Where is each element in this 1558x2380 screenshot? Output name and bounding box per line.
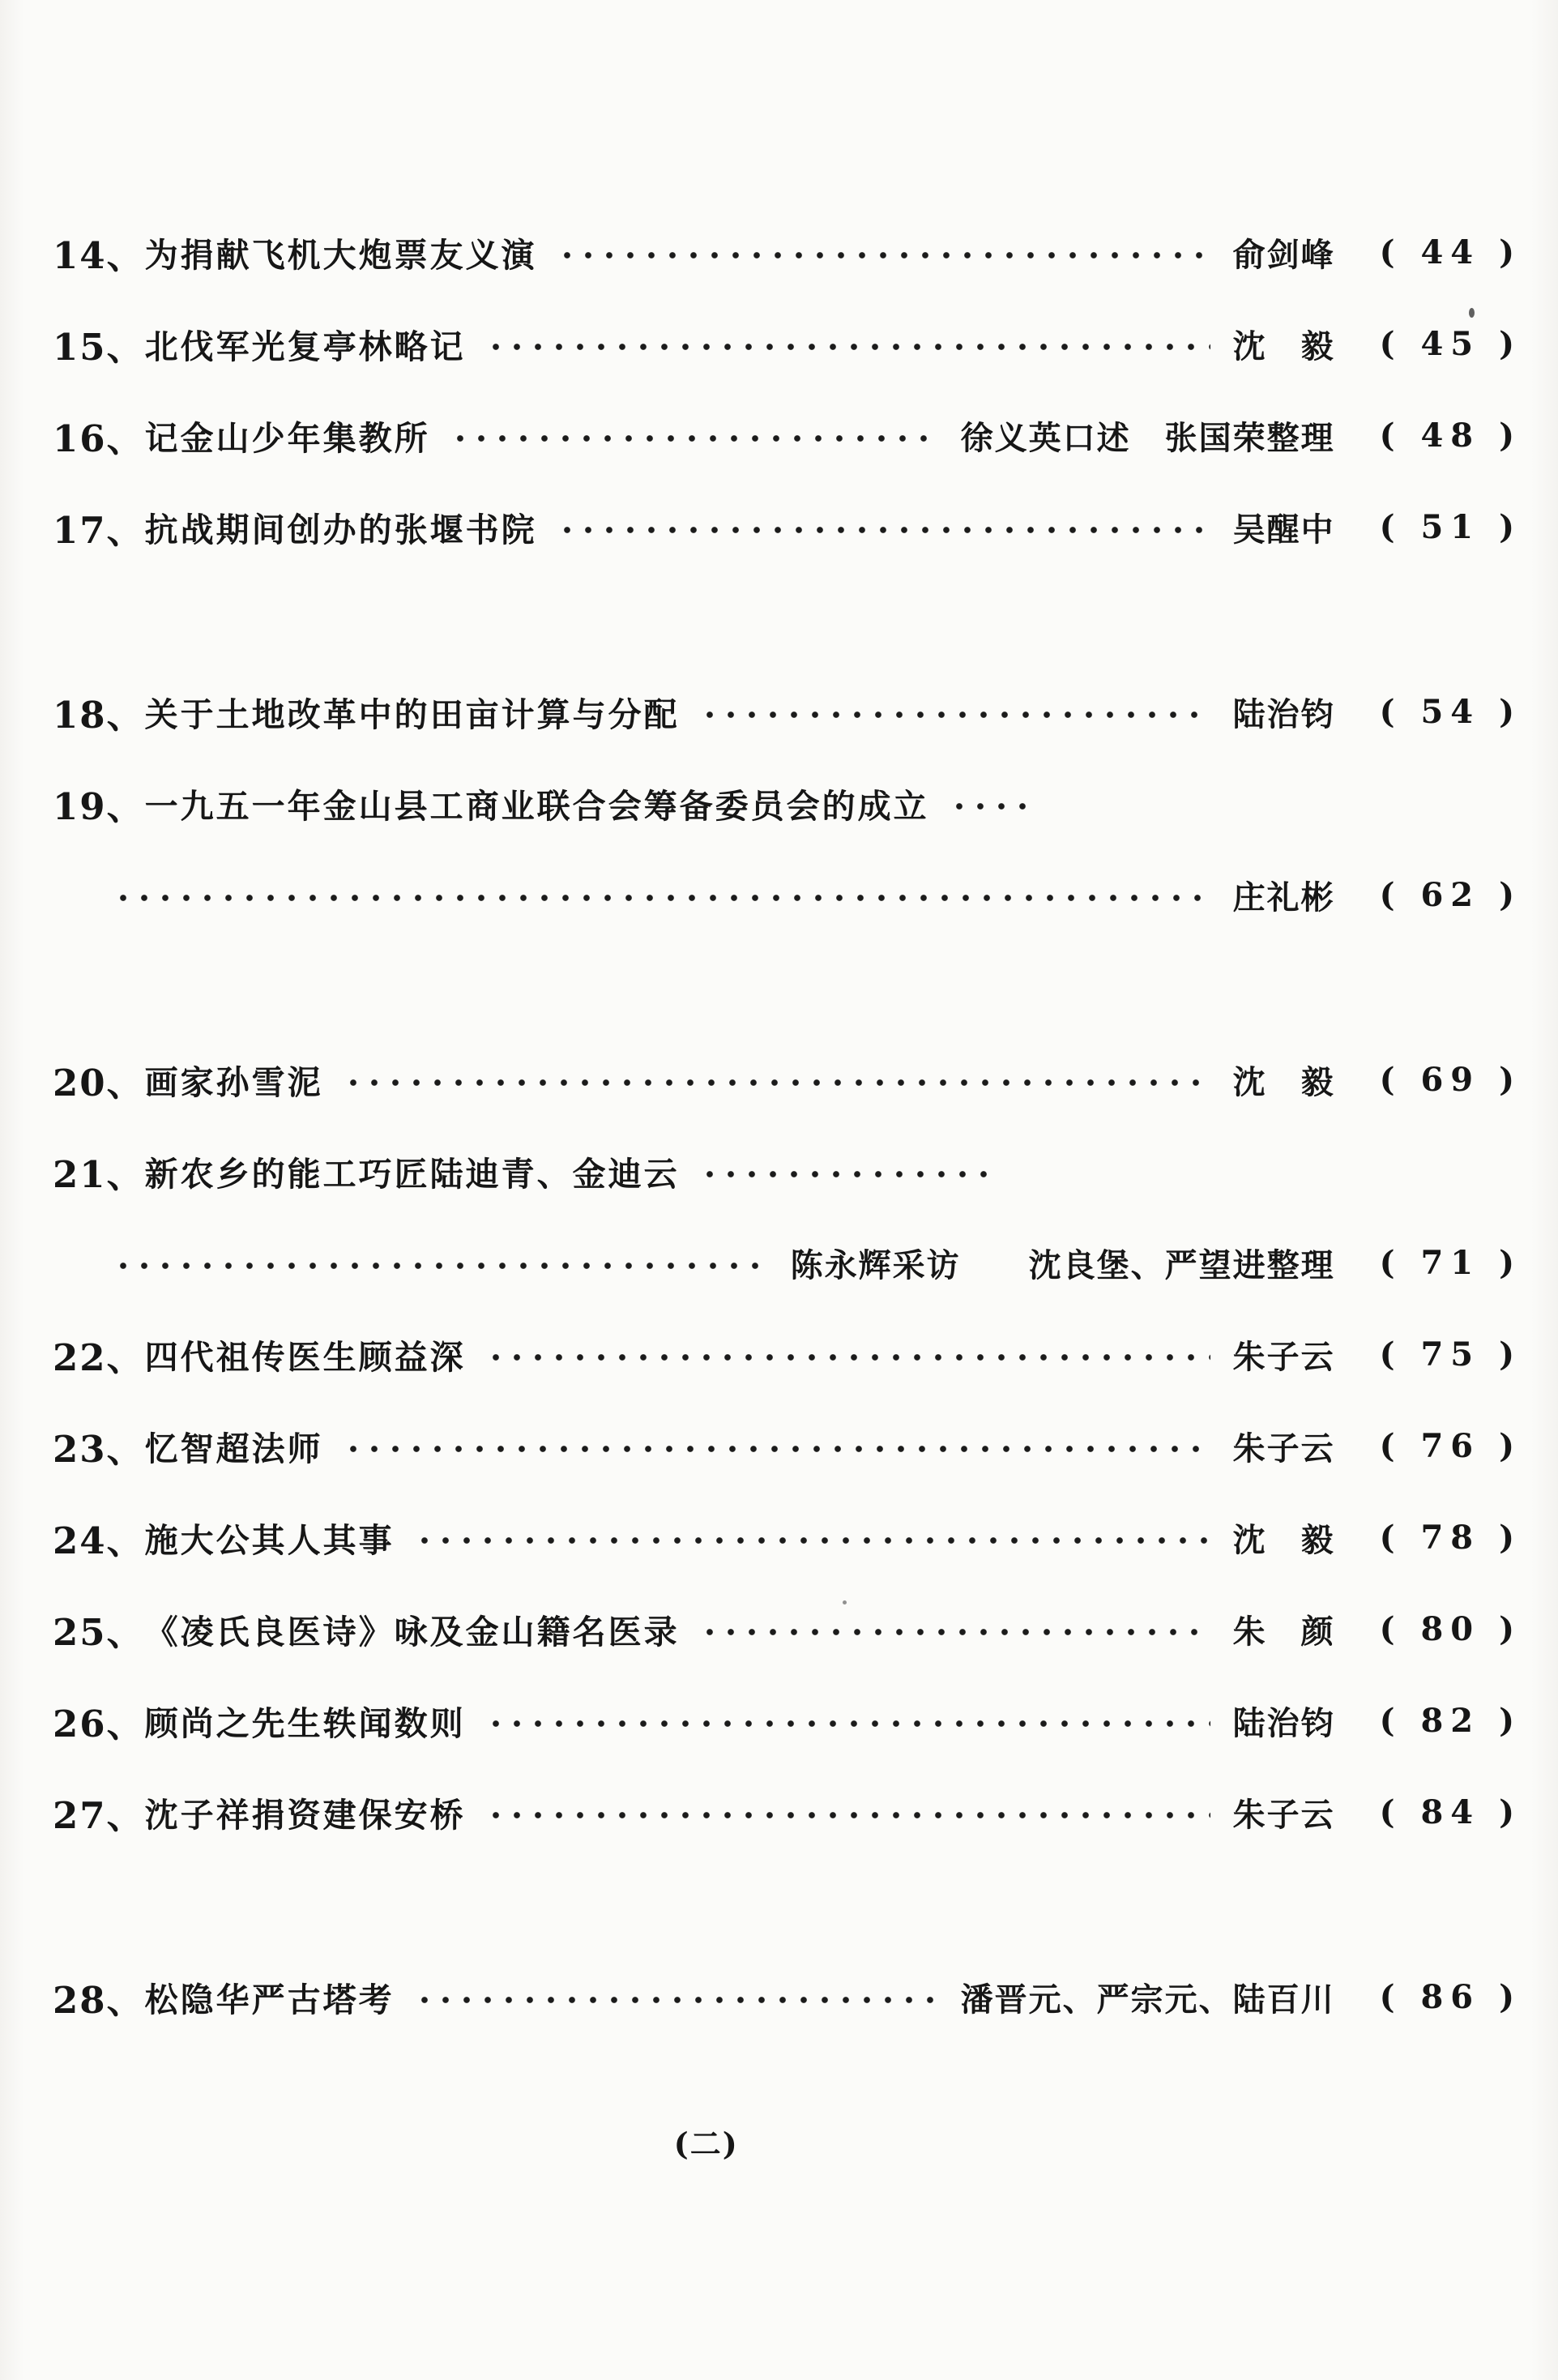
entry-author: 陆治钧	[1232, 1704, 1335, 1742]
dot-leader	[343, 1076, 1210, 1089]
scan-speck	[843, 1600, 847, 1604]
entry-number: 17、	[53, 509, 145, 552]
dot-leader	[699, 1168, 999, 1181]
entry-number: 18、	[53, 694, 145, 737]
entry-number: 23、	[53, 1428, 145, 1471]
toc-entry	[53, 1217, 1522, 1309]
scan-speck	[1469, 308, 1475, 318]
dot-leader	[557, 523, 1210, 536]
entry-page: ( 75 )	[1379, 1335, 1522, 1374]
entry-page: ( 51 )	[1379, 508, 1522, 546]
dot-leader	[450, 432, 938, 445]
toc-entry	[53, 207, 1522, 298]
entry-title: 为捐献飞机大炮票友义演	[144, 236, 537, 275]
toc-entry	[53, 758, 1522, 849]
toc-entry	[53, 666, 1522, 758]
entry-number: 25、	[53, 1611, 145, 1654]
entry-page: ( 45 )	[1379, 325, 1522, 363]
entry-page: ( 86 )	[1379, 1978, 1522, 2016]
entry-number: 27、	[53, 1794, 145, 1837]
entry-author: 俞剑峰	[1232, 236, 1335, 274]
toc-entry	[53, 1951, 1522, 2043]
entry-title: 忆智超法师	[144, 1429, 323, 1468]
toc-entry	[53, 1126, 1522, 1217]
entry-page: ( 44 )	[1379, 233, 1522, 271]
entry-page: ( 84 )	[1379, 1793, 1522, 1831]
entry-number: 16、	[53, 417, 145, 460]
toc-entry	[53, 481, 1522, 573]
toc-entry	[53, 1767, 1522, 1858]
entry-author: 潘晋元、严宗元、陆百川	[960, 1980, 1335, 2019]
entry-number: 19、	[53, 785, 145, 828]
entry-title: 一九五一年金山县工商业联合会筹备委员会的成立	[144, 787, 929, 826]
entry-number: 24、	[53, 1519, 145, 1562]
dot-leader	[414, 1534, 1210, 1547]
entry-author: 朱子云	[1232, 1796, 1335, 1834]
entry-author: 朱子云	[1232, 1338, 1335, 1376]
entry-page: ( 54 )	[1379, 693, 1522, 731]
entry-author: 沈 毅	[1232, 1063, 1335, 1101]
entry-title: 抗战期间创办的张堰书院	[144, 511, 537, 549]
entry-page: ( 62 )	[1379, 876, 1522, 914]
dot-leader	[949, 800, 1030, 813]
entry-author: 朱 颜	[1232, 1613, 1335, 1651]
toc-entry	[53, 1309, 1522, 1400]
entry-title: 关于土地改革中的田亩计算与分配	[144, 695, 680, 734]
entry-page: ( 78 )	[1379, 1519, 1522, 1557]
entry-author: 陈永辉采访 沈良堡、严望进整理	[790, 1246, 1335, 1284]
toc-entry	[53, 849, 1522, 941]
dot-leader	[485, 1809, 1210, 1822]
toc-entry	[53, 298, 1522, 390]
toc-list	[53, 207, 1522, 2043]
entry-title: 施大公其人其事	[144, 1521, 395, 1560]
entry-page: ( 69 )	[1379, 1061, 1522, 1099]
dot-leader	[699, 1626, 1210, 1639]
toc-entry	[53, 390, 1522, 481]
dot-leader	[113, 891, 1210, 904]
entry-author: 朱子云	[1232, 1429, 1335, 1468]
entry-page: ( 48 )	[1379, 417, 1522, 455]
entry-page: ( 80 )	[1379, 1610, 1522, 1648]
dot-leader	[343, 1442, 1210, 1455]
entry-title: 顾尚之先生轶闻数则	[144, 1704, 466, 1743]
entry-title: 四代祖传医生顾益深	[144, 1338, 466, 1377]
entry-author: 沈 毅	[1232, 327, 1335, 365]
toc-entry	[53, 1675, 1522, 1767]
dot-leader	[699, 708, 1210, 721]
entry-number: 26、	[53, 1703, 145, 1745]
entry-page: ( 76 )	[1379, 1427, 1522, 1465]
entry-title: 画家孙雪泥	[144, 1063, 323, 1102]
entry-author: 徐义英口述 张国荣整理	[960, 419, 1335, 457]
entry-author: 吴醒中	[1232, 511, 1335, 549]
dot-leader	[485, 340, 1210, 353]
entry-number: 21、	[53, 1153, 145, 1196]
dot-leader	[485, 1351, 1210, 1364]
entry-title: 记金山少年集教所	[144, 419, 430, 458]
entry-author: 沈 毅	[1232, 1521, 1335, 1559]
entry-title: 沈子祥捐资建保安桥	[144, 1796, 466, 1835]
entry-title: 新农乡的能工巧匠陆迪青、金迪云	[144, 1155, 680, 1194]
entry-page: ( 82 )	[1379, 1702, 1522, 1740]
dot-leader	[414, 1993, 938, 2006]
entry-number: 22、	[53, 1336, 145, 1379]
toc-entry	[53, 1583, 1522, 1675]
entry-number: 20、	[53, 1062, 145, 1105]
entry-title: 北伐军光复亭林略记	[144, 327, 466, 366]
entry-number: 15、	[53, 326, 145, 369]
entry-title: 松隐华严古塔考	[144, 1980, 395, 2019]
page-footer-marker: (二)	[673, 2126, 739, 2162]
entry-author: 庄礼彬	[1232, 878, 1335, 917]
entry-number: 14、	[53, 234, 145, 277]
toc-entry	[53, 1034, 1522, 1126]
dot-leader	[485, 1717, 1210, 1730]
toc-entry	[53, 1400, 1522, 1492]
dot-leader	[113, 1259, 768, 1272]
entry-title: 《凌氏良医诗》咏及金山籍名医录	[144, 1613, 680, 1651]
toc-entry	[53, 1492, 1522, 1583]
dot-leader	[557, 249, 1210, 262]
entry-author: 陆治钧	[1232, 695, 1335, 733]
entry-number: 28、	[53, 1979, 145, 2022]
entry-page: ( 71 )	[1379, 1244, 1522, 1282]
